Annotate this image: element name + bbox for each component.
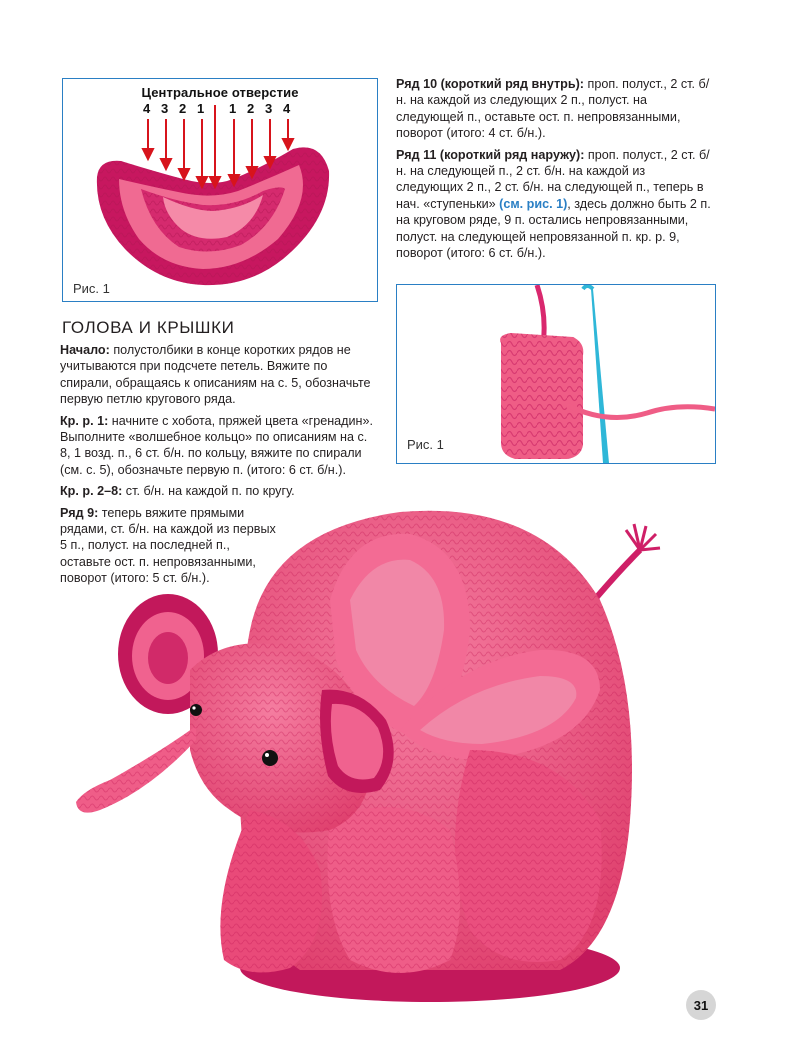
round-1-text: начните с хобота, пряжей цвета «гренадин». Выполните «волшебное кольцо» по описаниям на с. 8, 1 возд. п., 6 ст. б/н. по кольцу, вяжите по спирали (см. с. 5), обозначьте первую п. (итого: 6 ст. б/н.). <box>60 413 374 477</box>
round-2-8-text: ст. б/н. на каждой п. по кругу. <box>122 484 295 499</box>
row-11-label: Ряд 11 (короткий ряд наружу): <box>396 147 585 162</box>
figure-1-title: Центральное отверстие <box>141 85 299 100</box>
figure-1-number: 1 <box>197 101 205 116</box>
crochet-elephant-illustration <box>0 490 792 1063</box>
section-title: ГОЛОВА И КРЫШКИ <box>62 318 235 337</box>
row-10-paragraph <box>396 76 714 142</box>
figure-reference-link: (см. рис. 1) <box>499 196 568 211</box>
row-11-paragraph <box>396 147 714 262</box>
figure-2-caption: Рис. 1 <box>407 437 444 452</box>
figure-1-box <box>62 78 378 302</box>
crochet-hook-photo-illustration <box>397 285 715 463</box>
round-2-8-label: Кр. р. 2–8: <box>60 484 123 499</box>
row-10-label: Ряд 10 (короткий ряд внутрь): <box>396 77 584 91</box>
row-10-text: проп. полуст., 2 ст. б/н. на каждой из следующих 2 п., полуст. на следующей п., оставьте ост. п. непровязанными, поворот (итого: 4 ст. б/н.). <box>396 77 710 141</box>
start-text: полустолбики в конце коротких рядов не учитываются при подсчете петель. Вяжите по спирали, обращаясь к описаниям на с. 5, обозначьте первую петлю кругового ряда. <box>60 343 371 407</box>
page-number-badge: 31 <box>686 990 716 1020</box>
start-label: Начало: <box>60 343 110 357</box>
figure-1-number: 4 <box>283 101 291 116</box>
right-column-text <box>396 76 714 266</box>
row-11-text-b: , здесь должно быть 2 п. на круговом ряде, 9 п. остались непровязанными, полуст. на следующей непровязанной п. кр. р. 9, поворот (итого: 6 ст. б/н.). <box>396 196 711 261</box>
start-paragraph <box>60 342 376 408</box>
row-11-text-a: проп. полуст., 2 ст. б/н. на следующей п., 2 ст. б/н. на каждой из следующих 2 п., 2 ст. б/н. на следующей п., теперь в нач. «ступеньки» <box>396 147 710 211</box>
figure-2-box <box>396 284 716 464</box>
row-9-text: теперь вяжите прямыми рядами, ст. б/н. на каждой из первых 5 п., полуст. на последней п., оставьте ост. п. непровязанными, поворот (итого: 5 ст. б/н.). <box>60 505 276 586</box>
figure-1-number: 4 <box>143 101 151 116</box>
figure-1-caption: Рис. 1 <box>73 281 110 296</box>
figure-1-number: 2 <box>179 101 187 116</box>
round-1-label: Кр. р. 1: <box>60 413 109 428</box>
crochet-semicircle-illustration <box>63 79 377 301</box>
figure-1-number: 2 <box>247 101 255 116</box>
figure-1-number: 1 <box>229 101 237 116</box>
round-1-paragraph <box>60 413 376 479</box>
figure-1-number: 3 <box>265 101 273 116</box>
figure-1-number: 3 <box>161 101 169 116</box>
row-9-label: Ряд 9: <box>60 505 99 520</box>
